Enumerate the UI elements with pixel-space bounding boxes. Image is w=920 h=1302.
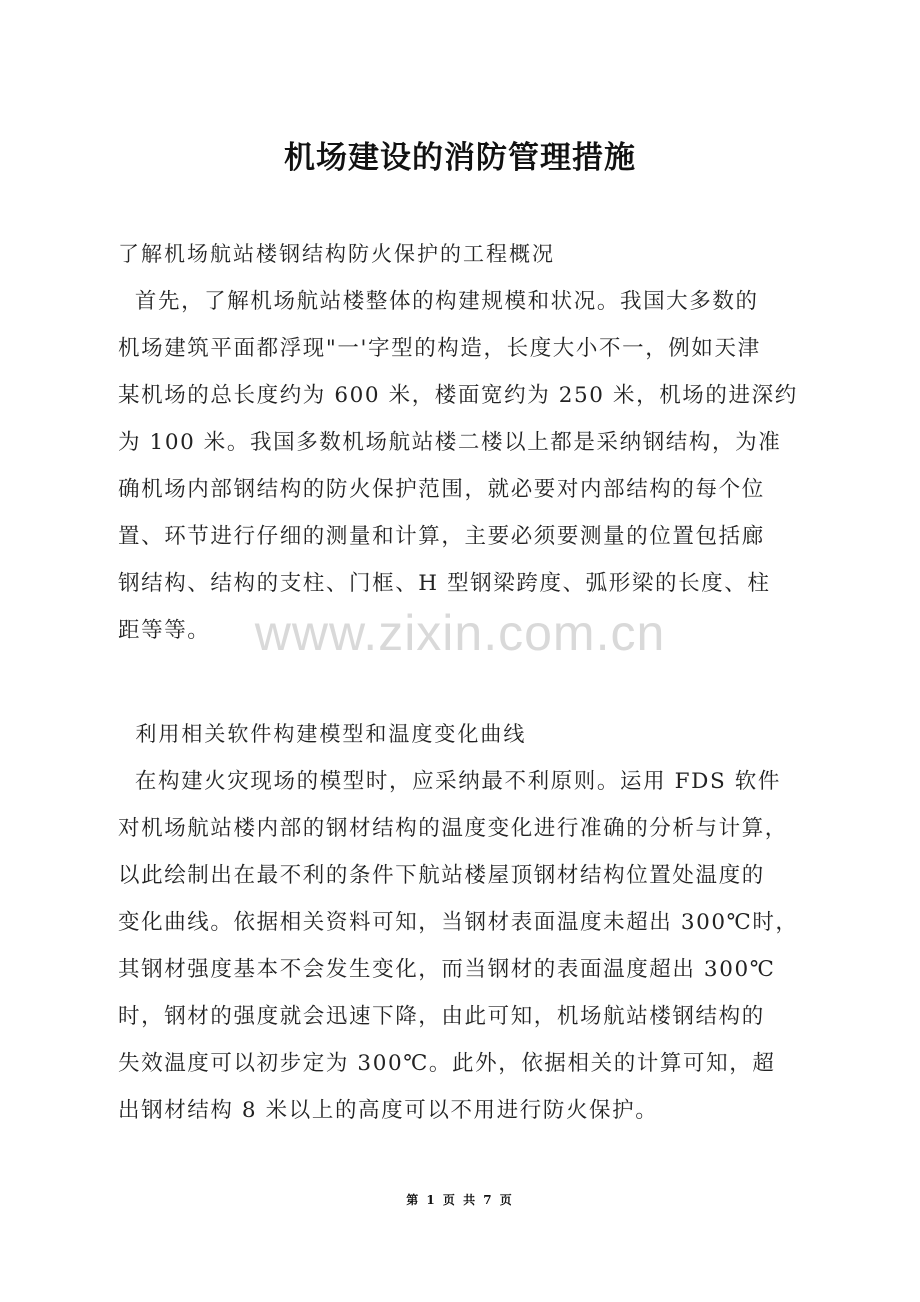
- paragraph-line: 失效温度可以初步定为 300℃。此外，依据相关的计算可知，超: [118, 1051, 776, 1076]
- paragraph-line: 为 100 米。我国多数机场航站楼二楼以上都是采纳钢结构，为准: [118, 430, 782, 455]
- paragraph-line: 出钢材结构 8 米以上的高度可以不用进行防火保护。: [118, 1098, 659, 1123]
- paragraph-line: 变化曲线。依据相关资料可知，当钢材表面温度未超出 300℃时，: [118, 910, 799, 935]
- paragraph-line: 以此绘制出在最不利的条件下航站楼屋顶钢材结构位置处温度的: [118, 863, 765, 888]
- paragraph-line: 对机场航站楼内部的钢材结构的温度变化进行准确的分析与计算，: [118, 816, 788, 841]
- paragraph-2: [118, 758, 799, 1134]
- page-footer: 第 1 页 共 7 页: [406, 1193, 514, 1207]
- paragraph-line: 在构建火灾现场的模型时，应采纳最不利原则。运用 FDS 软件: [118, 769, 781, 794]
- paragraph-line: 其钢材强度基本不会发生变化，而当钢材的表面温度超出 300℃: [118, 957, 776, 982]
- paragraph-line: 钢结构、结构的支柱、门框、H 型钢梁跨度、弧形梁的长度、柱: [118, 571, 771, 596]
- paragraph-line: 首先，了解机场航站楼整体的构建规模和状况。我国大多数的: [118, 289, 759, 314]
- paragraph-line: 机场建筑平面都浮现"一'字型的构造，长度大小不一，例如天津: [118, 336, 761, 361]
- paragraph-line: 确机场内部钢结构的防火保护范围，就必要对内部结构的每个位: [118, 477, 765, 502]
- paragraph-line: 置、环节进行仔细的测量和计算，主要必须要测量的位置包括廊: [118, 524, 765, 549]
- paragraph-line: 某机场的总长度约为 600 米，楼面宽约为 250 米，机场的进深约: [118, 383, 798, 408]
- paragraph-1: [118, 278, 798, 654]
- document-title: 机场建设的消防管理措施: [284, 140, 636, 176]
- paragraph-line: 距等等。: [118, 618, 211, 643]
- paragraph-line: 时，钢材的强度就会迅速下降，由此可知，机场航站楼钢结构的: [118, 1004, 765, 1029]
- section-heading-2: 利用相关软件构建模型和温度变化曲线: [118, 722, 527, 746]
- watermark: www.zixin.com.cn: [254, 605, 666, 661]
- section-heading-1: 了解机场航站楼钢结构防火保护的工程概况: [118, 242, 555, 266]
